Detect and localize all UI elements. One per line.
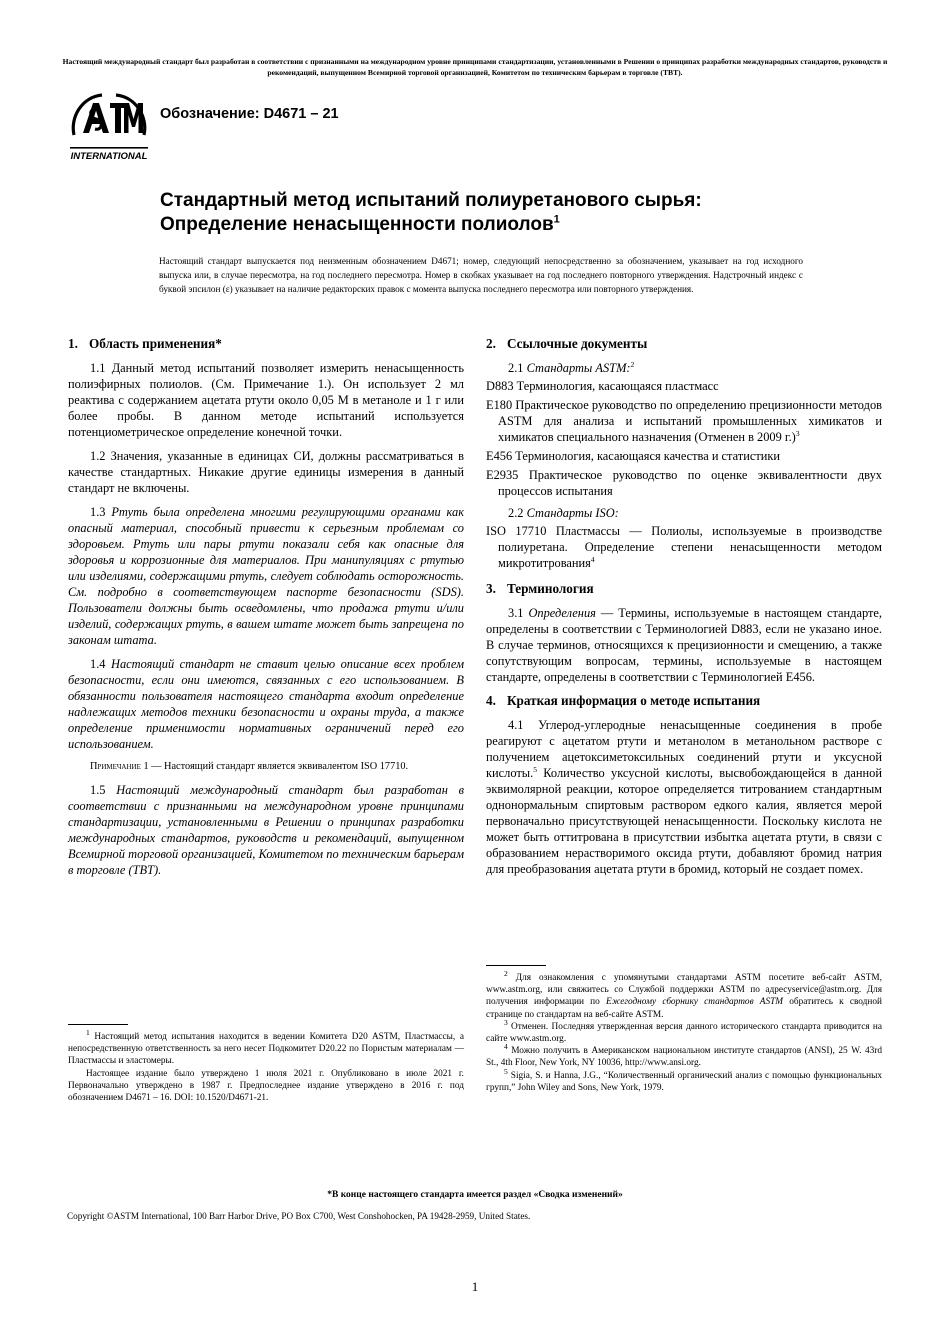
summary-of-changes-note: *В конце настоящего стандарта имеется раздел «Сводка изменений» [327,1190,623,1200]
paragraph: 1.3 Ртуть была определена многими регулирующими органами как опасный материал, способный привести к серьезным проблемам со здоровьем. Ртуть или пары ртути показали себя как опасные для здоровья и коррозионные для материалов. При манипуляциях с ртутью или изделиями, содержащими ртуть, следует соблюдать осторожность. См. подробно в соответствующем паспорте безопасности (SDS). Пользователи должны быть осведомлены, что продажа ртути и/или изделий, содержащих ртуть, в вашем штате может быть запрещена по законам штата. [68,505,464,647]
page-number: 1 [471,1279,479,1294]
reference-item: E2935 Практическое руководство по оценке эквивалентности двух процессов испытания [486,468,882,498]
document-title: Стандартный метод испытаний полиуретанового сырья: Определение ненасыщенности полиолов$^1$ [160,190,702,235]
section-heading: 3. Терминология [486,581,594,596]
reference-item: E456 Терминология, касающаяся качества и статистики [486,449,781,463]
copyright: Copyright ©ASTM International, 100 Barr Harbor Drive, PO Box C700, West Conshohocken, PA 19428-2959, United States. [67,1211,531,1221]
right-column [486,336,882,885]
footnotes-right [486,965,882,1094]
footnote: $^2$ Для ознакомления с упомянутыми стандартами ASTM посетите веб-сайт ASTM, www.astm.org, или свяжитесь со Службой поддержки ASTM по адресуservice@astm.org. Для получения информации по Ежегодному сборнику стандартов ASTM обратитесь к сводной странице по стандартам на веб-сайте ASTM. [486,968,882,1020]
subsection-heading: 2.1 Стандарты ASTM:$^2$ [508,359,635,375]
subsection-heading: 2.2 Стандарты ISO: [508,506,619,520]
paragraph: 1.5 Настоящий международный стандарт был разработан в соответствии с признанными на международном уровне принципами стандартизации, установленными в Решении о принципах разработки международных стандартов, руководств и рекомендаций, выпущенном Всемирной торговой организацией, Комитетом по техническим барьерам в торговле (TBT). [68,783,464,877]
paragraph: 1.4 Настоящий стандарт не ставит целью описание всех проблем безопасности, если они имеются, связанных с его использованием. В обязанности пользователя настоящего стандарта входит определение надлежащих методов техники безопасности и охраны труда, а также определение применимости нормативных ограничений перед его использованием. [68,657,464,751]
astm-logo [66,89,152,165]
designation: Обозначение: D4671 – 21 [160,106,339,122]
svg-text:INTERNATIONAL: INTERNATIONAL [70,151,148,162]
footnote-rule [68,1024,128,1025]
footnote: $^3$ Отменен. Последняя утвержденная версия данного исторического стандарта приводится на сайте www.astm.org. [486,1017,882,1045]
left-column [68,336,464,886]
paragraph: 1.1 Данный метод испытаний позволяет измерить ненасыщенность полиэфирных полиолов. (См. Примечание 1.). Он использует 2 мл реактива с содержанием ацетата ртути около 0,05 М в метаноле и 1 г или более пробы. В данном методе испытаний используется потенциометрическое определение конечной точки. [68,361,464,439]
note: Примечание 1 — Настоящий стандарт является эквивалентом ISO 17710. [90,761,409,772]
footnotes-left [68,1024,464,1104]
section-heading: 2. Ссылочные документы [486,336,648,351]
reference-item: E180 Практическое руководство по определению прецизионности методов ASTM для анализа и испытаний промышленных химикатов и химикатов специального назначения (Отменен в 2009 г.)$^3$ [486,398,882,444]
footnote: $^4$ Можно получить в Американском национальном институте стандартов (ANSI), 25 W. 43rd St., 4th Floor, New York, NY 10036, http://www.ansi.org. [486,1042,882,1069]
reference-item: D883 Терминология, касающаяся пластмасс [486,379,719,393]
paragraph: 1.2 Значения, указанные в единицах СИ, должны рассматриваться в качестве стандартных. Никакие другие единицы измерения в данный стандарт не включены. [68,449,464,495]
issued-under-note: Настоящий стандарт выпускается под неизменным обозначением D4671; номер, следующий непосредственно за обозначением, указывает на год исходного выпуска или, в случае пересмотра, на год последнего пересмотра. Номер в скобках указывает на год последнего повторного утверждения. Надстрочный индекс с буквой эпсилон (ε) указывает на наличие редакторских правок с момента выпуска последнего пересмотра или повторного утверждения. [159,256,803,294]
section-heading: 1. Область применения* [68,336,222,351]
footnote: $^1$ Настоящий метод испытания находится в ведении Комитета D20 ASTM, Пластмассы, а непосредственную ответственность за него несет Подкомитет D20.22 по Пористым материалам — Пластмассы и эластомеры. [68,1027,464,1067]
footnote: $^5$ Sigia, S. и Hanna, J.G., “Количественный органический анализ с помощью функциональных групп,” John Wiley and Sons, New York, 1979. [486,1066,882,1093]
footnote: Настоящее издание было утверждено 1 июля 2021 г. Опубликовано в июле 2021 г. Первоначально утверждено в 1987 г. Предпоследнее издание утверждено в 2016 г. под обозначением D4671 – 16. DOI: 10.1520/D4671-21. [68,1068,464,1104]
paragraph: 4.1 Углерод-углеродные ненасыщенные соединения в пробе реагируют с ацетатом ртути и метанолом в метанольном растворе с получением ацетоксиметоксильных соединений ртути и уксусной кислоты.$^5$ Количество уксусной кислоты, высвобождающейся в данной эквимолярной реакции, которое определяется титрованием стандартным однонормальным спиртовым раствором едкого калия, является мерой первоначально присутствующей ненасыщенности. Поскольку кислота не может быть оттитрована в присутствии избытка ацетата ртути, в связи с образованием нерастворимого оксида ртути, добавляют бромид натрия для преобразования ацетата ртути в бромид, который не создает помех. [486,718,882,876]
section-heading: 4. Краткая информация о методе испытания [486,693,761,708]
footnote-rule [486,965,546,966]
reference-item: ISO 17710 Пластмассы — Полиолы, используемые в производстве полиуретана. Определение степени ненасыщенности методом микротитрования$^4$ [486,524,882,570]
international-standard-notice: Настоящий международный стандарт был разработан в соответствии с признанными на международном уровне принципами стандартизации, установленными в Решении о принципах разработки международных стандартов, руководств и рекомендаций, выпущенном Всемирной торговой организацией, Комитетом по техническим барьерам в торговле (TBT). [62,57,888,77]
paragraph: 3.1 Определения — Термины, используемые в настоящем стандарте, определены в соответствии с Терминологией D883, если не указано иное. В случае терминов, относящихся к прецизионности и смещению, а также сопутствующим вопросам, термины, используемые в настоящем стандарте, определены в соответствии с Терминологией E456. [486,606,882,684]
